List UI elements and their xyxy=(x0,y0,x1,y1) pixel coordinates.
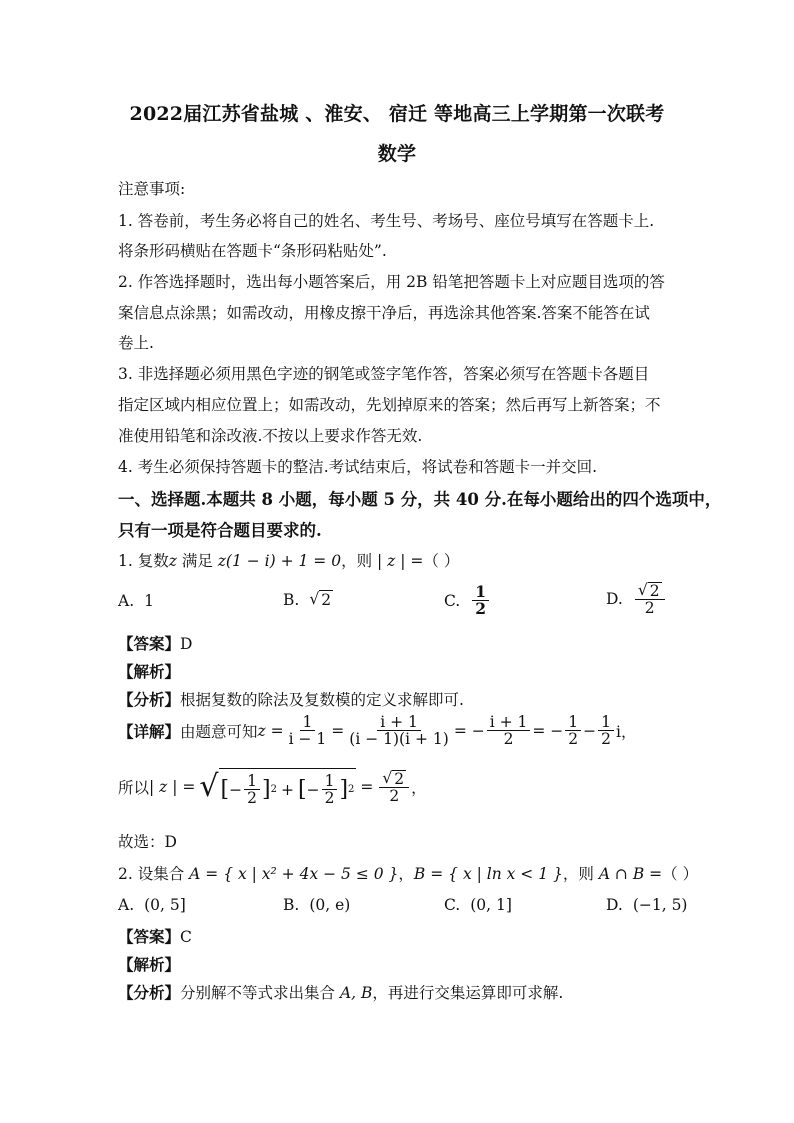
question-2-stem: 2. 设集合 A = { x | x² + 4x − 5 ≤ 0 }，B = { x | ln x < 1 }，则 A ∩ B =（ ） xyxy=(118,865,699,883)
notes-line: 卷上. xyxy=(118,334,154,352)
q2-option-c: C. (0, 1] xyxy=(444,896,512,914)
q2-analysis-tag: 【解析】 xyxy=(118,955,181,974)
section-heading-cont: 只有一项是符合题目要求的. xyxy=(118,521,322,540)
notes-line: 3. 非选择题必须用黑色字迹的钢笔或签字笔作答，答案必须写在答题卡各题目 xyxy=(118,365,650,383)
q1-fenxi: 【分析】根据复数的除法及复数模的定义求解即可. xyxy=(118,690,464,709)
exam-title: 2022届江苏省盐城 、淮安、 宿迁 等地高三上学期第一次联考 xyxy=(129,103,665,125)
notes-line: 4. 考生必须保持答题卡的整洁.考试结束后，将试卷和答题卡一并交回. xyxy=(118,458,598,476)
q2-option-a: A. (0, 5] xyxy=(118,896,186,914)
q1-choice: 故选：D xyxy=(118,833,177,851)
q1-modulus: 所以 | z | = √ [ − $\frac{1}{2}$ ] 2 + [ − $\frac{1}{2}$ ] 2 = √ 2 2 ， xyxy=(118,769,427,808)
notes-line: 案信息点涂黑；如需改动，用橡皮擦干净后，再选涂其他答案.答案不能答在试 xyxy=(118,304,650,322)
notes-line: 2. 作答选择题时，选出每小题答案后，用 2B 铅笔把答题卡上对应题目选项的答 xyxy=(118,273,665,291)
notes-line: 1. 答卷前，考生务必将自己的姓名、考生号、考场号、座位号填写在答题卡上. xyxy=(118,212,655,230)
q2-answer: 【答案】C xyxy=(118,927,192,946)
notes-heading: 注意事项: xyxy=(118,180,186,198)
question-1-stem: 1. 复数z 满足 z(1 − i) + 1 = 0，则 | z | =（ ） xyxy=(118,552,460,570)
notes-line: 准使用铅笔和涂改液.不按以上要求作答无效. xyxy=(118,427,423,445)
q1-option-b: B. √ 2 xyxy=(283,590,332,609)
q1-option-d: D. √ 2 2 xyxy=(606,582,667,617)
notes-line: 将条形码横贴在答题卡“条形码粘贴处”. xyxy=(118,242,387,260)
q1-analysis-tag: 【解析】 xyxy=(118,662,181,681)
q1-option-a: A. 1 xyxy=(118,592,154,610)
q2-option-b: B. (0, e) xyxy=(283,896,351,914)
q2-option-d: D. (−1, 5) xyxy=(606,896,688,914)
exam-subject: 数学 xyxy=(377,143,417,165)
section-heading: 一、选择题.本题共 8 小题，每小题 5 分，共 40 分.在每小题给出的四个选项中， xyxy=(118,490,722,509)
notes-line: 指定区域内相应位置上；如需改动，先划掉原来的答案；然后再写上新答案；不 xyxy=(118,396,661,414)
q1-detail: 【详解】 由题意可知 z = $\frac{1}{i - 1}$ = $\frac{i + 1}{(i - 1)(i + 1)}$ = − $\frac{i + 1}{2}$ = − $\frac{1}{2}$ − $\frac{1}{2}$ i， xyxy=(118,713,637,749)
q1-answer: 【答案】D xyxy=(118,634,193,653)
q1-option-c: C. $\frac{1}{2}$ xyxy=(444,584,491,618)
q2-fenxi: 【分析】分别解不等式求出集合 A, B，再进行交集运算即可求解. xyxy=(118,983,564,1002)
